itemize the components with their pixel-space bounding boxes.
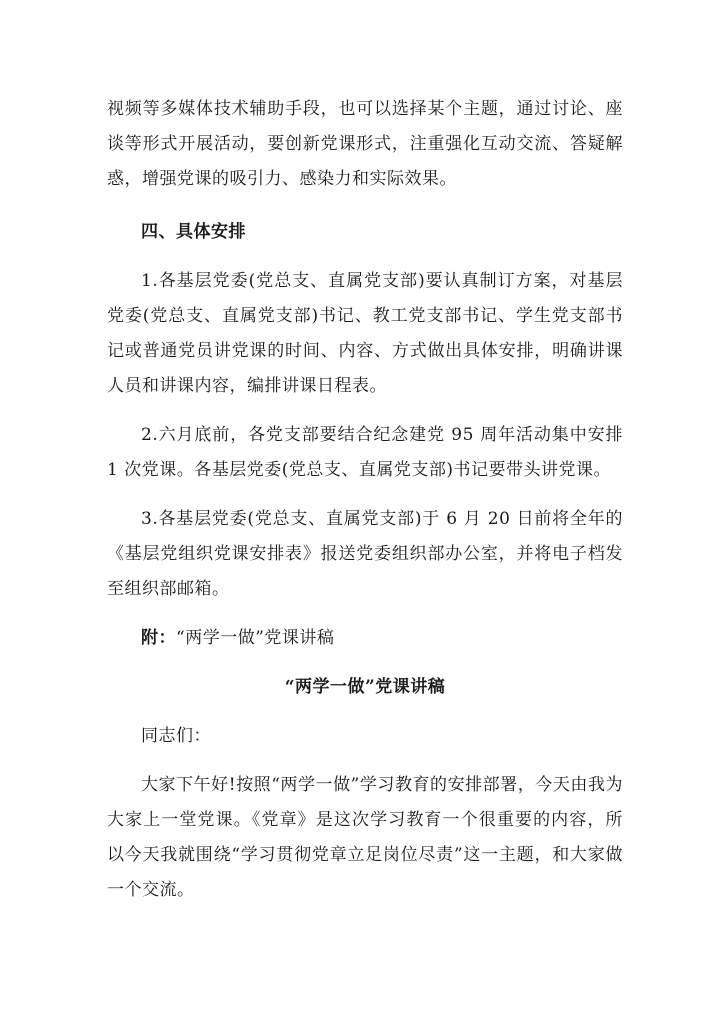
attachment-text: “两学一做”党课讲稿 <box>176 628 335 648</box>
intro-paragraph: 视频等多媒体技术辅助手段，也可以选择某个主题，通过讨论、座谈等形式开展活动，要创新党课形式，注重强化互动交流、答疑解惑，增强党课的吸引力、感染力和实际效果。 <box>107 99 623 189</box>
section-heading: 四、具体安排 <box>141 222 246 242</box>
attachment-line <box>107 621 623 656</box>
arrangement-item-2: 2.六月底前，各党支部要结合纪念建党 95 周年活动集中安排 1 次党课。各基层党委(党总支、直属党支部)书记要带头讲党课。 <box>107 425 623 480</box>
attachment-label: 附： <box>141 628 176 648</box>
salutation: 同志们： <box>141 726 211 746</box>
speech-title: “两学一做”党课讲稿 <box>284 677 446 697</box>
document-body <box>107 92 623 908</box>
arrangement-item-1: 1.各基层党委(党总支、直属党支部)要认真制订方案，对基层党委(党总支、直属党支部)书记、教工党支部书记、学生党支部书记或普通党员讲党课的时间、内容、方式做出具体安排，明确讲课人员和讲课内容，编排讲课日程表。 <box>107 271 623 396</box>
speech-paragraph-1: 大家下午好!按照“两学一做”学习教育的安排部署，今天由我为大家上一堂党课。《党章》是这次学习教育一个很重要的内容，所以今天我就围绕“学习贯彻党章立足岗位尽责”这一主题，和大家做一个交流。 <box>107 775 623 900</box>
arrangement-item-3: 3.各基层党委(党总支、直属党支部)于 6 月 20 日前将全年的《基层党组织党课安排表》报送党委组织部办公室，并将电子档发至组织部邮箱。 <box>107 509 623 599</box>
